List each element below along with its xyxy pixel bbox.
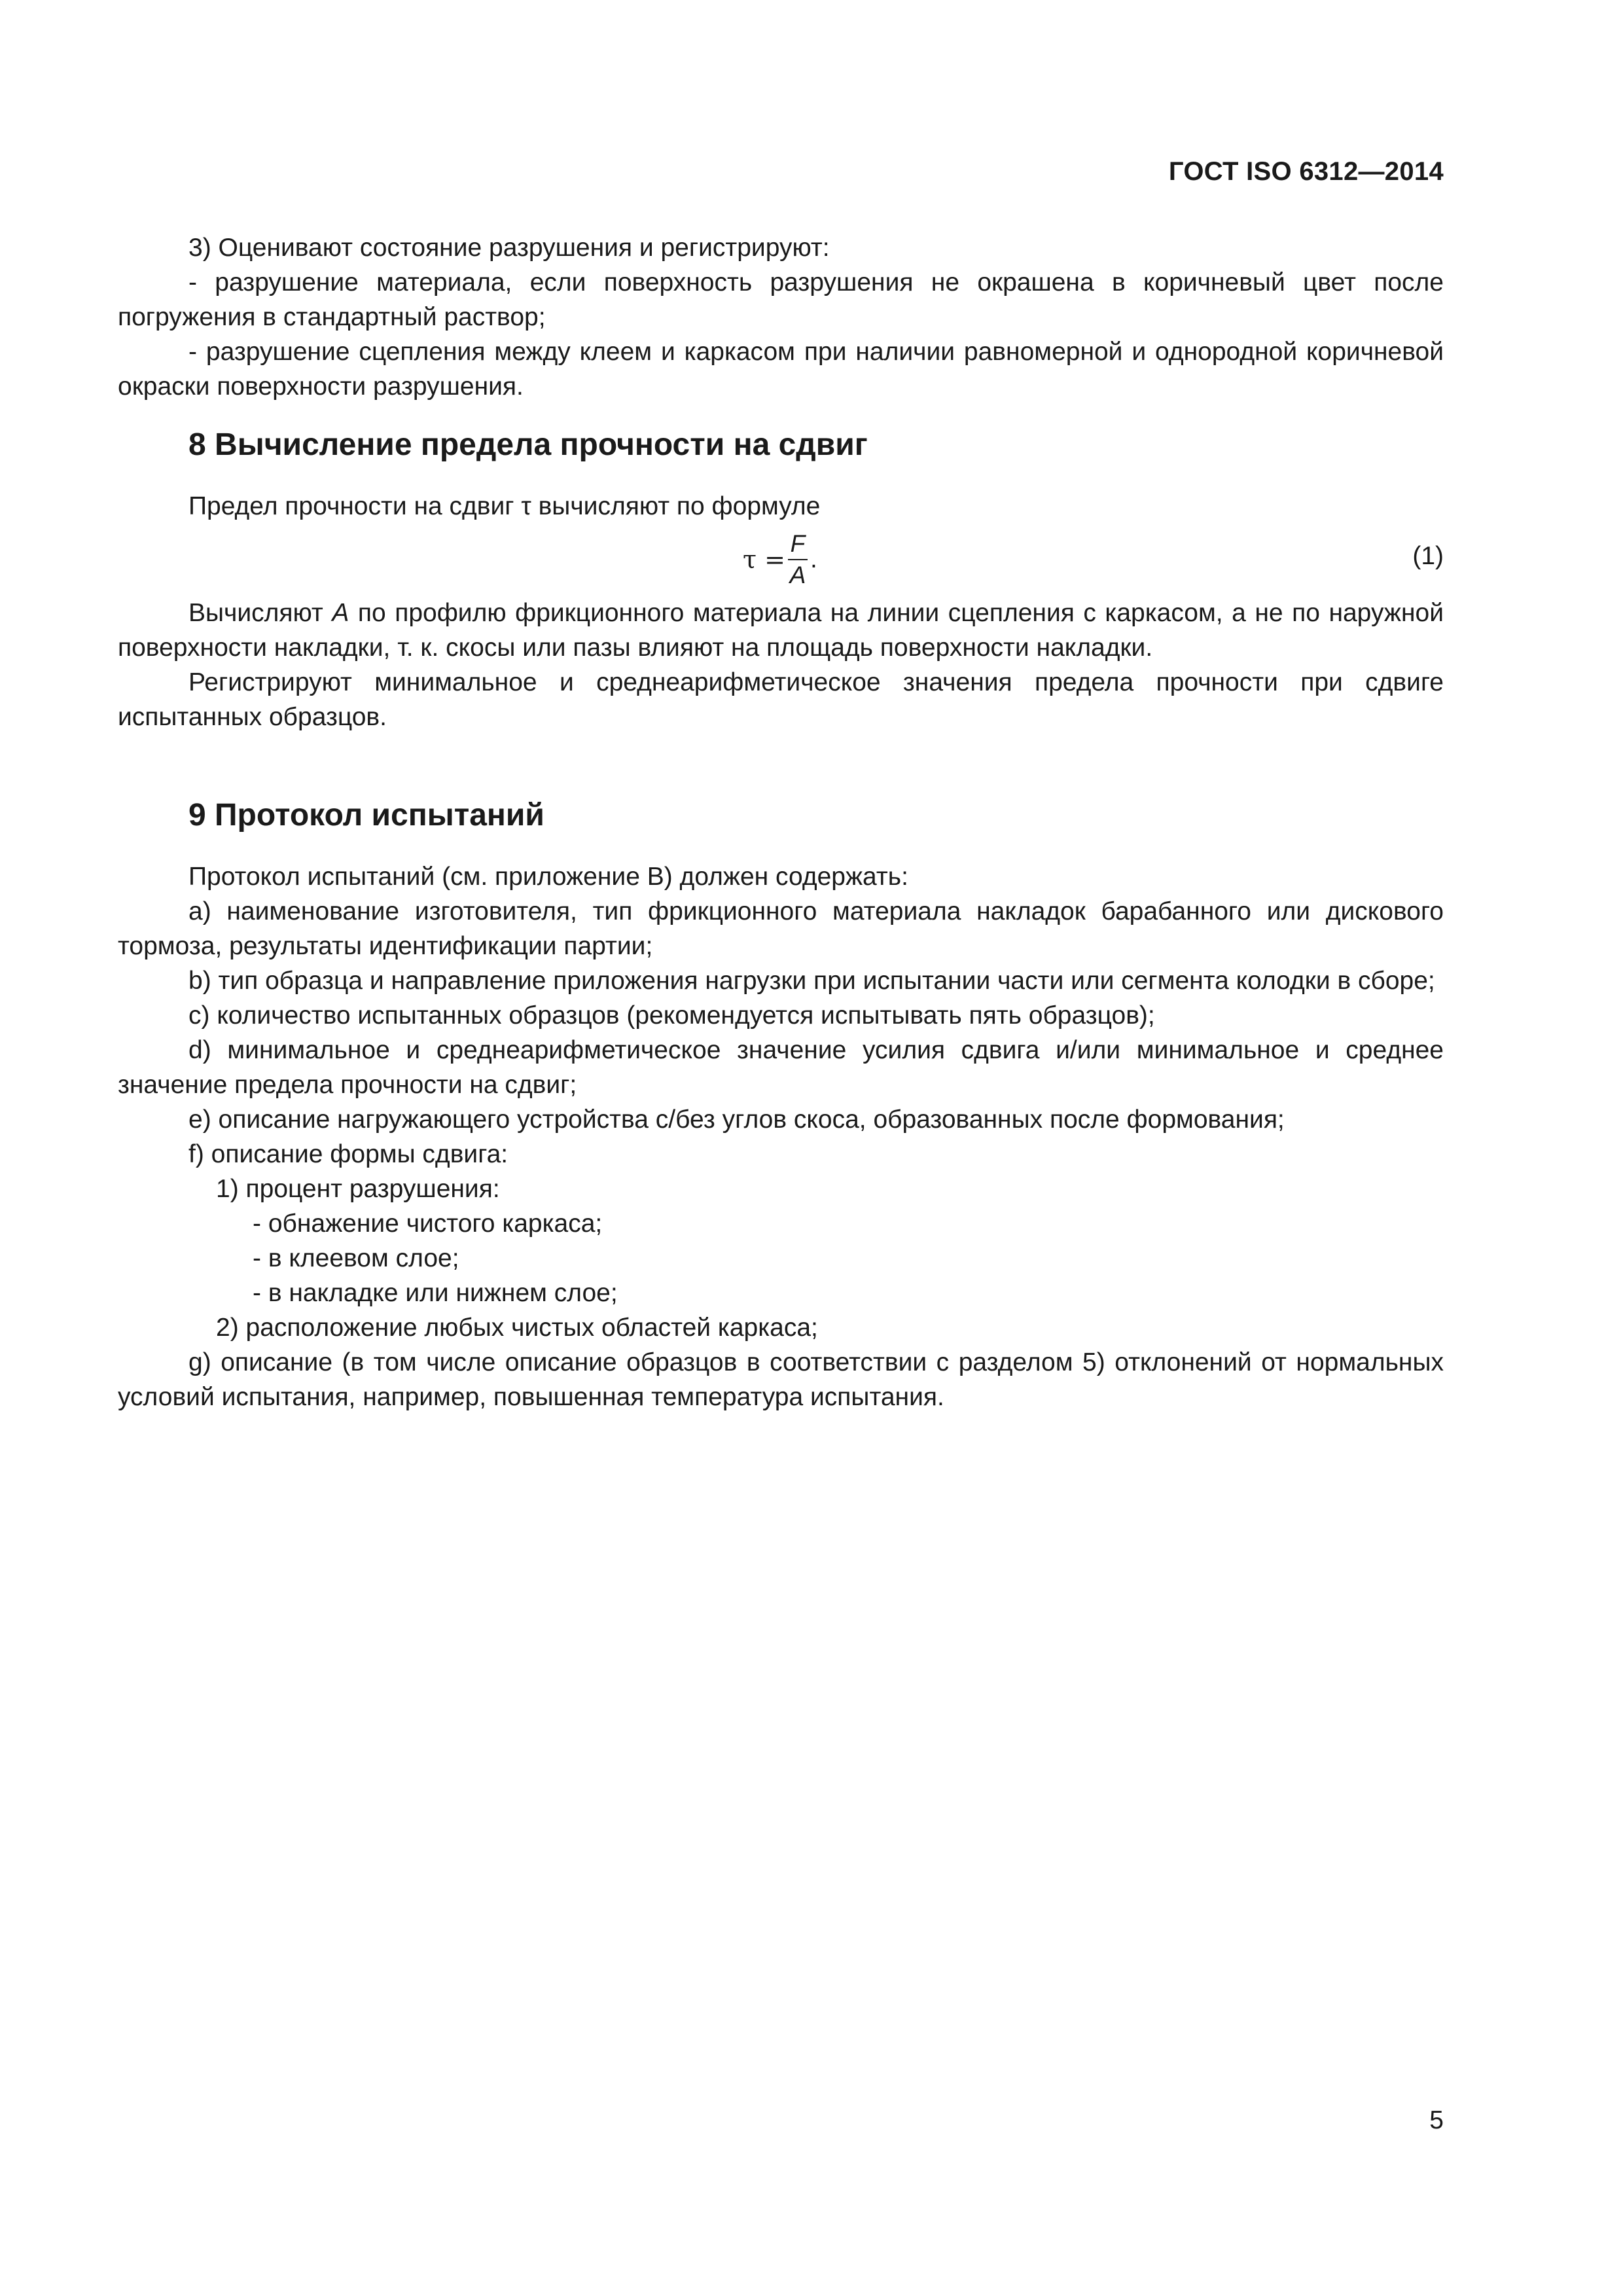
list-item-d: d) минимальное и среднеарифметическое значение усилия сдвига и/или минимальное и среднее значение предела прочности на сдвиг; bbox=[118, 1036, 1444, 1099]
shear-formula bbox=[743, 524, 817, 596]
section-8 bbox=[118, 427, 1444, 734]
list-item-c: c) количество испытанных образцов (рекомендуется испытывать пять образцов); bbox=[188, 1001, 1155, 1030]
equation-number: (1) bbox=[1412, 542, 1444, 570]
section-9 bbox=[118, 797, 1444, 1414]
list-item-g: g) описание (в том числе описание образцов в соответствии с разделом 5) отклонений от нормальных условий испытания, например, повышенная температура испытания. bbox=[118, 1348, 1444, 1411]
list-item-b: b) тип образца и направление приложения нагрузки при испытании части или сегмента колодки в сборе; bbox=[188, 967, 1435, 995]
section-8-lead: Предел прочности на сдвиг τ вычисляют по формуле bbox=[188, 492, 821, 520]
list-item-f1-b: - в клеевом слое; bbox=[253, 1244, 459, 1272]
list-item-e: e) описание нагружающего устройства с/без углов скоса, образованных после формования; bbox=[188, 1105, 1285, 1134]
list-item-f: f) описание формы сдвига: bbox=[188, 1140, 508, 1168]
fraction-bar bbox=[788, 559, 808, 560]
intro-item-3: 3) Оценивают состояние разрушения и регистрируют: bbox=[188, 234, 830, 262]
para-1-pre: Вычисляют bbox=[188, 599, 332, 627]
intro-dash-2: - разрушение сцепления между клеем и каркасом при наличии равномерной и однородной коричневой окраски поверхности разрушения. bbox=[118, 338, 1444, 401]
para-1-post: по профилю фрикционного материала на линии сцепления с каркасом, а не по наружной поверхности накладки, т. к. скосы или пазы влияют на площадь поверхности накладки. bbox=[118, 599, 1444, 662]
section-8-para-2: Регистрируют минимальное и среднеарифметическое значения предела прочности при сдвиге испытанных образцов. bbox=[118, 668, 1444, 731]
list-item-f1-a: - обнажение чистого каркаса; bbox=[253, 1210, 603, 1238]
formula-lhs: τ = bbox=[743, 545, 785, 574]
standard-code: ГОСТ ISO 6312—2014 bbox=[1168, 157, 1444, 186]
page-number: 5 bbox=[1429, 2106, 1444, 2134]
variable-a: A bbox=[332, 599, 349, 627]
formula-fraction bbox=[788, 530, 808, 589]
list-item-f1-c: - в накладке или нижнем слое; bbox=[253, 1279, 618, 1307]
section-9-title: 9 Протокол испытаний bbox=[188, 798, 544, 833]
list-item-f2: 2) расположение любых чистых областей каркаса; bbox=[216, 1314, 818, 1342]
list-item-a: a) наименование изготовителя, тип фрикционного материала накладок барабанного или дискового тормоза, результаты идентификации партии; bbox=[118, 897, 1444, 960]
formula-tail: . bbox=[810, 545, 817, 573]
intro-dash-1: - разрушение материала, если поверхность разрушения не окрашена в коричневый цвет после погружения в стандартный раствор; bbox=[118, 268, 1444, 331]
section-9-lead: Протокол испытаний (см. приложение В) должен содержать: bbox=[188, 863, 908, 891]
section-8-para-1 bbox=[118, 596, 1444, 665]
section-8-title: 8 Вычисление предела прочности на сдвиг bbox=[188, 427, 868, 462]
list-item-f1: 1) процент разрушения: bbox=[216, 1175, 500, 1203]
formula-numerator: F bbox=[790, 530, 806, 557]
formula-row bbox=[118, 524, 1444, 596]
formula-denominator: A bbox=[789, 562, 806, 588]
intro-block bbox=[118, 230, 1444, 404]
